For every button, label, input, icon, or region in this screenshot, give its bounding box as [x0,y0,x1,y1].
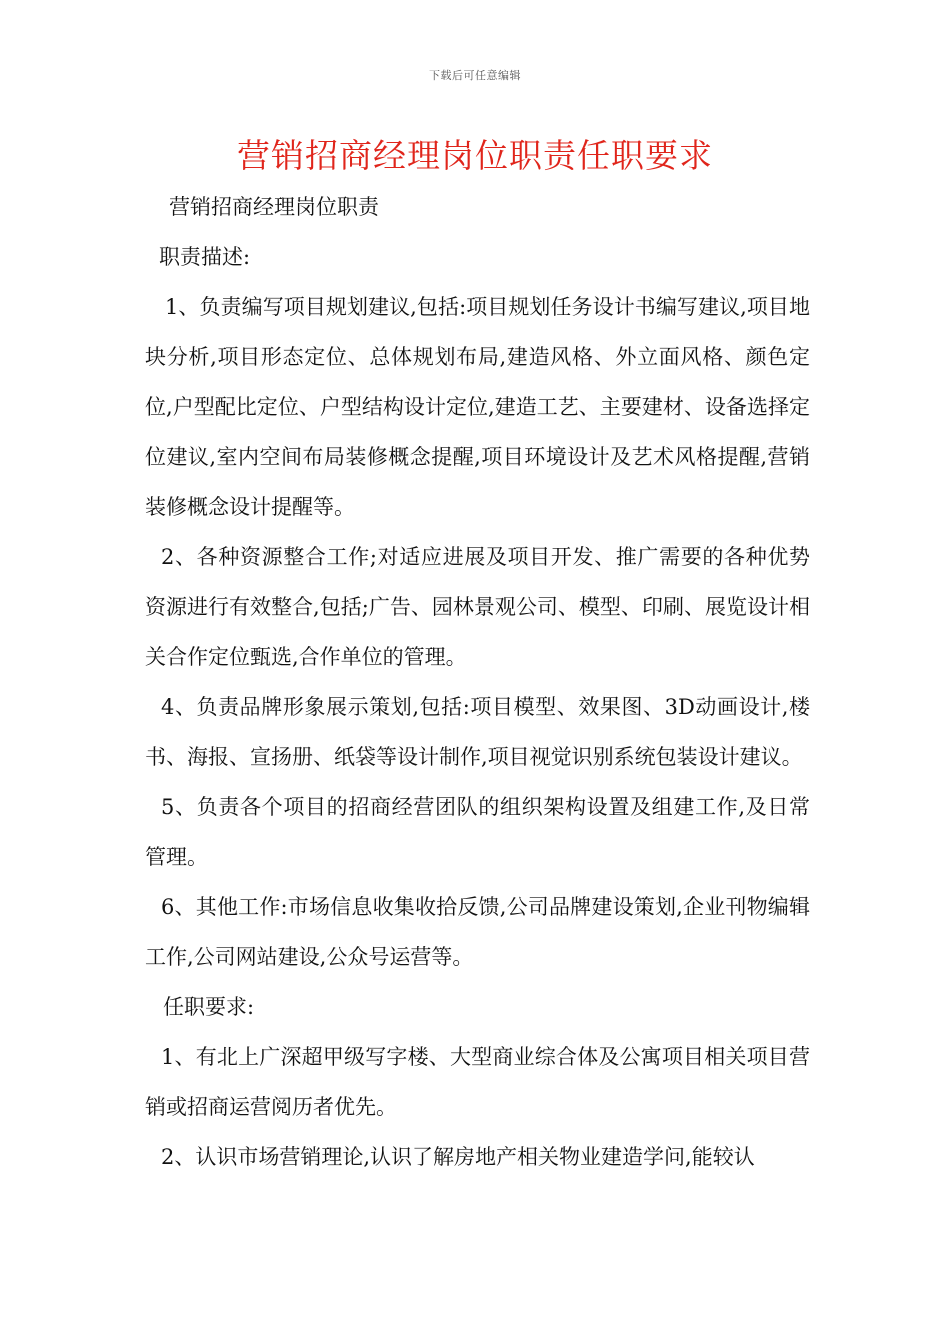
requirement-item: 2、认识市场营销理论,认识了解房地产相关物业建造学问,能较认 [161,1145,755,1169]
document-title: 营销招商经理岗位职责任职要求 [237,136,713,175]
header-note: 下载后可任意编辑 [429,69,521,82]
requirement-item: 1、有北上广深超甲级写字楼、大型商业综合体及公寓项目相关项目营销或招商运营阅历者优先。 [145,1045,810,1119]
duty-item: 4、负责品牌形象展示策划,包括:项目模型、效果图、3D动画设计,楼书、海报、宣扬册、纸袋等设计制作,项目视觉识别系统包装设计建议。 [145,695,810,769]
requirements-label: 任职要求: [163,995,255,1019]
sub-heading: 营销招商经理岗位职责 [169,195,379,219]
document-body [145,182,810,1182]
duty-item: 5、负责各个项目的招商经营团队的组织架构设置及组建工作,及日常管理。 [145,795,810,869]
duties-label: 职责描述: [159,245,251,269]
duty-item: 1、负责编写项目规划建议,包括:项目规划任务设计书编写建议,项目地块分析,项目形态定位、总体规划布局,建造风格、外立面风格、颜色定位,户型配比定位、户型结构设计定位,建造工艺、主要建材、设备选择定位建议,室内空间布局装修概念提醒,项目环境设计及艺术风格提醒,营销装修概念设计提醒等。 [145,295,810,519]
duty-item: 2、各种资源整合工作;对适应进展及项目开发、推广需要的各种优势资源进行有效整合,包括;广告、园林景观公司、模型、印刷、展览设计相关合作定位甄选,合作单位的管理。 [145,545,810,669]
duty-item: 6、其他工作:市场信息收集收拾反馈,公司品牌建设策划,企业刊物编辑工作,公司网站建设,公众号运营等。 [145,895,810,969]
